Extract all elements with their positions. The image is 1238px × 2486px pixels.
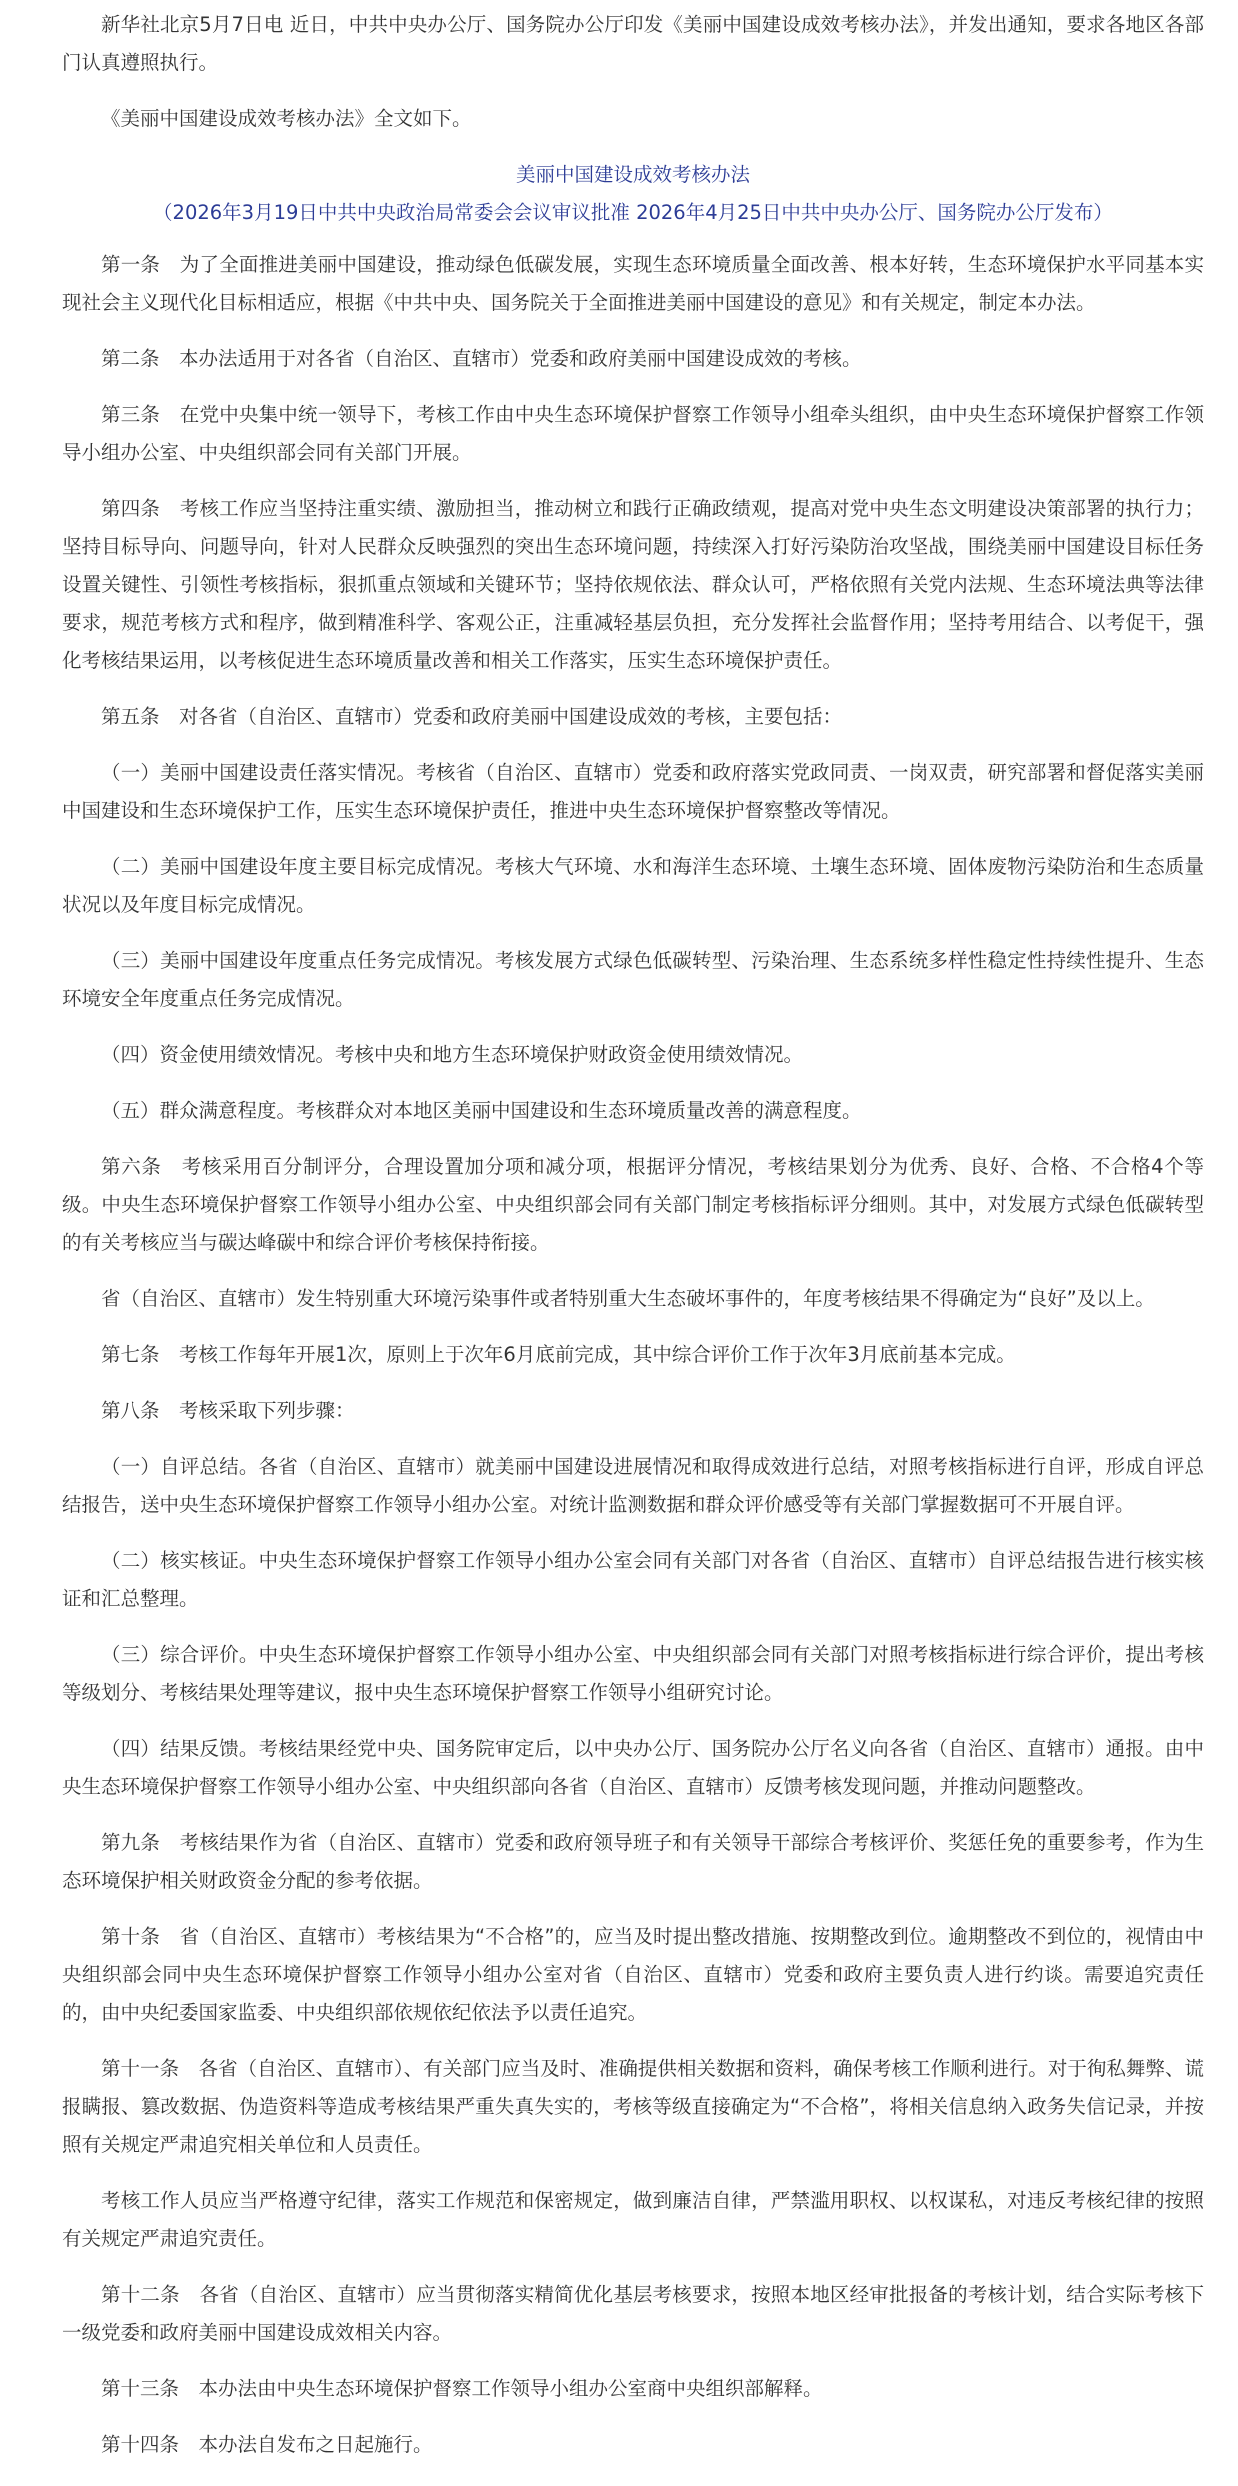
article-7-paragraph: 第七条 考核工作每年开展1次，原则上于次年6月底前完成，其中综合评价工作于次年3月底前基本完成。 <box>101 1343 1016 1366</box>
article-6-paragraph: 第六条 考核采用百分制评分，合理设置加分项和减分项，根据评分情况，考核结果划分为优秀、良好、合格、不合格4个等级。中央生态环境保护督察工作领导小组办公室、中央组织部会同有关部门制定考核指标评分细则。其中，对发展方式绿色低碳转型的有关考核应当与碳达峰碳中和综合评价考核保持衔接。 <box>62 1155 1204 1254</box>
article-9-paragraph: 第九条 考核结果作为省（自治区、直辖市）党委和政府领导班子和有关领导干部综合考核评价、奖惩任免的重要参考，作为生态环境保护相关财政资金分配的参考依据。 <box>62 1831 1204 1892</box>
document-subtitle: （2026年3月19日中共中央政治局常委会会议审议批准 2026年4月25日中共中央办公厅、国务院办公厅发布） <box>153 201 1113 224</box>
article-11-supplement-paragraph: 考核工作人员应当严格遵守纪律，落实工作规范和保密规定，做到廉洁自律，严禁滥用职权、以权谋私，对违反考核纪律的按照有关规定严肃追究责任。 <box>62 2189 1204 2250</box>
article-8-step-2-paragraph: （二）核实核证。中央生态环境保护督察工作领导小组办公室会同有关部门对各省（自治区、直辖市）自评总结报告进行核实核证和汇总整理。 <box>62 1549 1204 1610</box>
article-5-item-1-paragraph: （一）美丽中国建设责任落实情况。考核省（自治区、直辖市）党委和政府落实党政同责、一岗双责，研究部署和督促落实美丽中国建设和生态环境保护工作，压实生态环境保护责任，推进中央生态环境保护督察整改等情况。 <box>62 761 1204 822</box>
document-title: 美丽中国建设成效考核办法 <box>515 163 750 186</box>
article-5-item-3-paragraph: （三）美丽中国建设年度重点任务完成情况。考核发展方式绿色低碳转型、污染治理、生态系统多样性稳定性持续性提升、生态环境安全年度重点任务完成情况。 <box>62 949 1204 1010</box>
article-11-paragraph: 第十一条 各省（自治区、直辖市）、有关部门应当及时、准确提供相关数据和资料，确保考核工作顺利进行。对于徇私舞弊、谎报瞒报、篡改数据、伪造资料等造成考核结果严重失真失实的，考核等级直接确定为“不合格”，将相关信息纳入政务失信记录，并按照有关规定严肃追究相关单位和人员责任。 <box>62 2057 1204 2156</box>
article-5-item-5-paragraph: （五）群众满意程度。考核群众对本地区美丽中国建设和生态环境质量改善的满意程度。 <box>101 1099 862 1122</box>
article-3-paragraph: 第三条 在党中央集中统一领导下，考核工作由中央生态环境保护督察工作领导小组牵头组织，由中央生态环境保护督察工作领导小组办公室、中央组织部会同有关部门开展。 <box>62 403 1204 464</box>
article-4-paragraph: 第四条 考核工作应当坚持注重实绩、激励担当，推动树立和践行正确政绩观，提高对党中央生态文明建设决策部署的执行力；坚持目标导向、问题导向，针对人民群众反映强烈的突出生态环境问题，持续深入打好污染防治攻坚战，围绕美丽中国建设目标任务设置关键性、引领性考核指标，狠抓重点领域和关键环节；坚持依规依法、群众认可，严格依照有关党内法规、生态环境法典等法律要求，规范考核方式和程序，做到精准科学、客观公正，注重减轻基层负担，充分发挥社会监督作用；坚持考用结合、以考促干，强化考核结果运用，以考核促进生态环境质量改善和相关工作落实，压实生态环境保护责任。 <box>62 497 1204 672</box>
article-2-paragraph: 第二条 本办法适用于对各省（自治区、直辖市）党委和政府美丽中国建设成效的考核。 <box>101 347 862 370</box>
fulltext-note-paragraph: 《美丽中国建设成效考核办法》全文如下。 <box>101 107 472 130</box>
article-14-paragraph: 第十四条 本办法自发布之日起施行。 <box>101 2433 433 2456</box>
article-5-paragraph: 第五条 对各省（自治区、直辖市）党委和政府美丽中国建设成效的考核，主要包括： <box>101 705 843 728</box>
article-5-item-2-paragraph: （二）美丽中国建设年度主要目标完成情况。考核大气环境、水和海洋生态环境、土壤生态环境、固体废物污染防治和生态质量状况以及年度目标完成情况。 <box>62 855 1204 916</box>
article-12-paragraph: 第十二条 各省（自治区、直辖市）应当贯彻落实精简优化基层考核要求，按照本地区经审批报备的考核计划，结合实际考核下一级党委和政府美丽中国建设成效相关内容。 <box>62 2283 1204 2344</box>
article-10-paragraph: 第十条 省（自治区、直辖市）考核结果为“不合格”的，应当及时提出整改措施、按期整改到位。逾期整改不到位的，视情由中央组织部会同中央生态环境保护督察工作领导小组办公室对省（自治区、直辖市）党委和政府主要负责人进行约谈。需要追究责任的，由中央纪委国家监委、中央组织部依规依纪依法予以责任追究。 <box>62 1925 1204 2024</box>
article-8-step-4-paragraph: （四）结果反馈。考核结果经党中央、国务院审定后，以中央办公厅、国务院办公厅名义向各省（自治区、直辖市）通报。由中央生态环境保护督察工作领导小组办公室、中央组织部向各省（自治区、直辖市）反馈考核发现问题，并推动问题整改。 <box>62 1737 1204 1798</box>
intro-lead-paragraph: 新华社北京5月7日电 近日，中共中央办公厅、国务院办公厅印发《美丽中国建设成效考核办法》，并发出通知，要求各地区各部门认真遵照执行。 <box>62 13 1204 74</box>
article-8-step-3-paragraph: （三）综合评价。中央生态环境保护督察工作领导小组办公室、中央组织部会同有关部门对照考核指标进行综合评价，提出考核等级划分、考核结果处理等建议，报中央生态环境保护督察工作领导小组研究讨论。 <box>62 1643 1204 1704</box>
article-6-supplement-paragraph: 省（自治区、直辖市）发生特别重大环境污染事件或者特别重大生态破坏事件的，年度考核结果不得确定为“良好”及以上。 <box>101 1287 1155 1310</box>
article-1-paragraph: 第一条 为了全面推进美丽中国建设，推动绿色低碳发展，实现生态环境质量全面改善、根本好转，生态环境保护水平同基本实现社会主义现代化目标相适应，根据《中共中央、国务院关于全面推进美丽中国建设的意见》和有关规定，制定本办法。 <box>62 253 1204 314</box>
article-13-paragraph: 第十三条 本办法由中央生态环境保护督察工作领导小组办公室商中央组织部解释。 <box>101 2377 823 2400</box>
article-5-item-4-paragraph: （四）资金使用绩效情况。考核中央和地方生态环境保护财政资金使用绩效情况。 <box>101 1043 804 1066</box>
article-8-step-1-paragraph: （一）自评总结。各省（自治区、直辖市）就美丽中国建设进展情况和取得成效进行总结，对照考核指标进行自评，形成自评总结报告，送中央生态环境保护督察工作领导小组办公室。对统计监测数据和群众评价感受等有关部门掌握数据可不开展自评。 <box>62 1455 1204 1516</box>
article-8-paragraph: 第八条 考核采取下列步骤： <box>101 1399 355 1422</box>
